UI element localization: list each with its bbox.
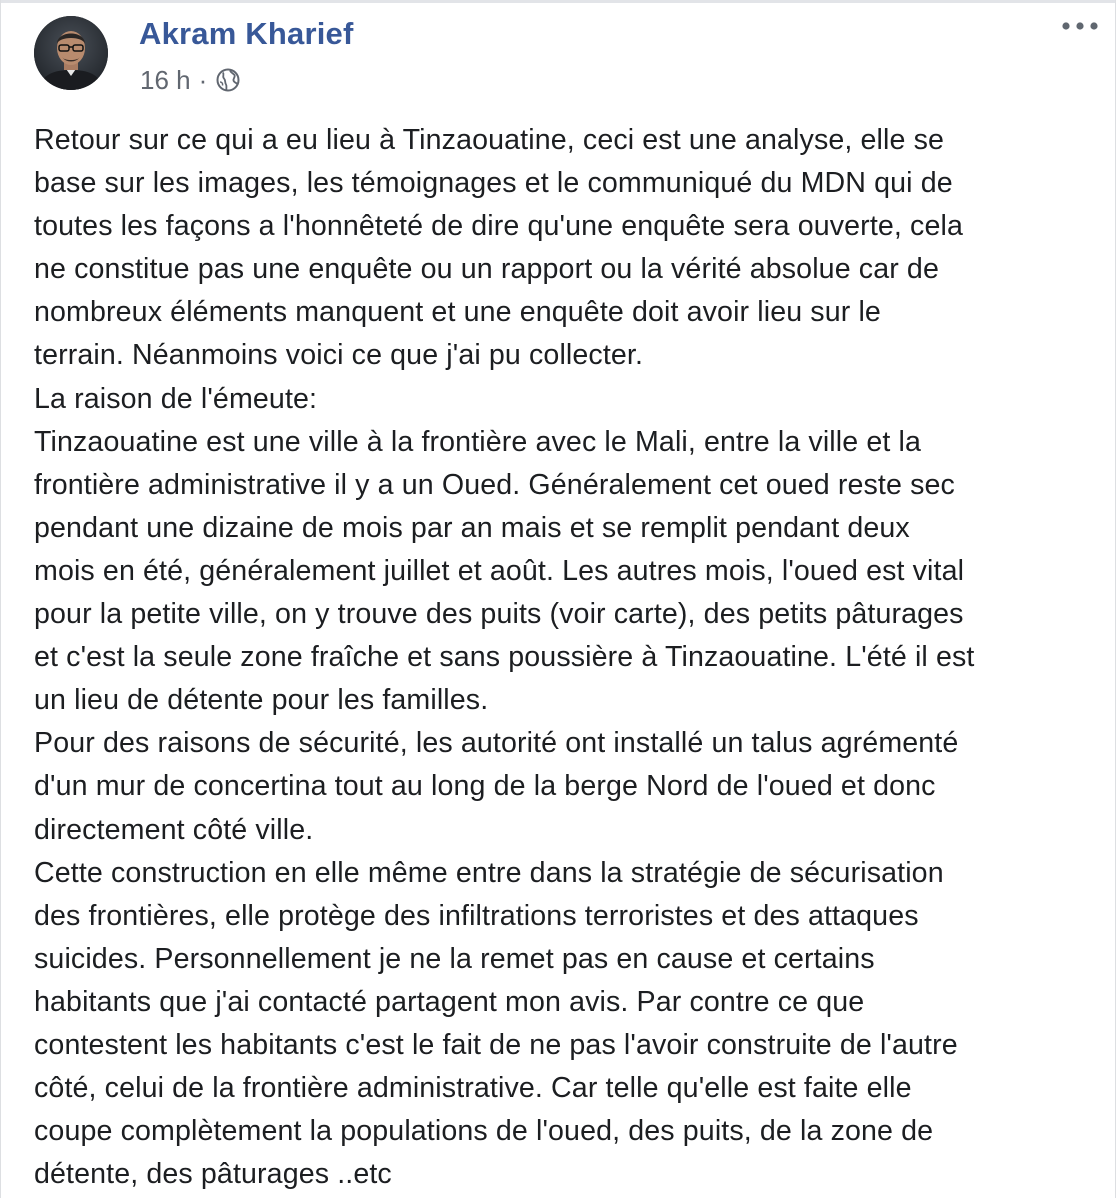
- post-text-line: terrain. Néanmoins voici ce que j'ai pu collecter.: [34, 339, 644, 372]
- post-meta: [140, 64, 240, 96]
- post-text-line: nombreux éléments manquent et une enquête doit avoir lieu sur le: [34, 296, 881, 329]
- top-border: [1, 0, 1115, 3]
- post-text-line: contestent les habitants c'est le fait de ne pas l'avoir construite de l'autre: [34, 1028, 958, 1061]
- more-options-icon[interactable]: [1061, 14, 1099, 38]
- post-text-line: Pour des raisons de sécurité, les autorité ont installé un talus agrémenté: [34, 727, 959, 760]
- post-text-line: frontière administrative il y a un Oued. Généralement cet oued reste sec: [34, 468, 955, 501]
- post-text-line: pendant une dizaine de mois par an mais et se remplit pendant deux: [34, 511, 910, 544]
- post-timestamp[interactable]: 16 h: [140, 64, 191, 95]
- post-text-line: coupe complètement la populations de l'oued, des puits, de la zone de: [34, 1115, 934, 1148]
- post-text-line: un lieu de détente pour les familles.: [34, 684, 489, 717]
- post-text-line: toutes les façons a l'honnêteté de dire qu'une enquête sera ouverte, cela: [34, 210, 963, 243]
- post-text-line: détente, des pâturages ..etc: [34, 1158, 392, 1191]
- post-text-line: d'un mur de concertina tout au long de la berge Nord de l'oued et donc: [34, 770, 936, 803]
- post-text: [34, 119, 1099, 1196]
- post-text-line: pour la petite ville, on y trouve des puits (voir carte), des petits pâturages: [34, 598, 964, 631]
- post-text-line: Retour sur ce qui a eu lieu à Tinzaouatine, ceci est une analyse, elle se: [34, 124, 945, 156]
- post-text-line: côté, celui de la frontière administrative. Car telle qu'elle est faite elle: [34, 1072, 912, 1105]
- post-text-line: et c'est la seule zone fraîche et sans poussière à Tinzaouatine. L'été il est: [34, 641, 975, 674]
- author-avatar[interactable]: [34, 16, 108, 90]
- post-text-line: directement côté ville.: [34, 813, 314, 846]
- post-text-line: habitants que j'ai contacté partagent mon avis. Par contre ce que: [34, 985, 865, 1018]
- post-text-line: suicides. Personnellement je ne la remet pas en cause et certains: [34, 942, 875, 975]
- meta-separator: ·: [198, 64, 208, 95]
- post-text-line: Cette construction en elle même entre dans la stratégie de sécurisation: [34, 856, 944, 889]
- post-text-line: Tinzaouatine est une ville à la frontière avec le Mali, entre la ville et la: [34, 425, 921, 458]
- post-text-line: mois en été, généralement juillet et août. Les autres mois, l'oued est vital: [34, 554, 965, 587]
- post-text-line: ne constitue pas une enquête ou un rapport ou la vérité absolue car de: [34, 253, 939, 286]
- author-name-link[interactable]: Akram Kharief: [139, 16, 354, 51]
- post-text-line: des frontières, elle protège des infiltrations terroristes et des attaques: [34, 899, 919, 932]
- post-text-line: La raison de l'émeute:: [34, 382, 318, 415]
- post-text-line: base sur les images, les témoignages et le communiqué du MDN qui de: [34, 167, 953, 200]
- avatar-image: [34, 16, 108, 90]
- globe-icon[interactable]: [216, 68, 240, 92]
